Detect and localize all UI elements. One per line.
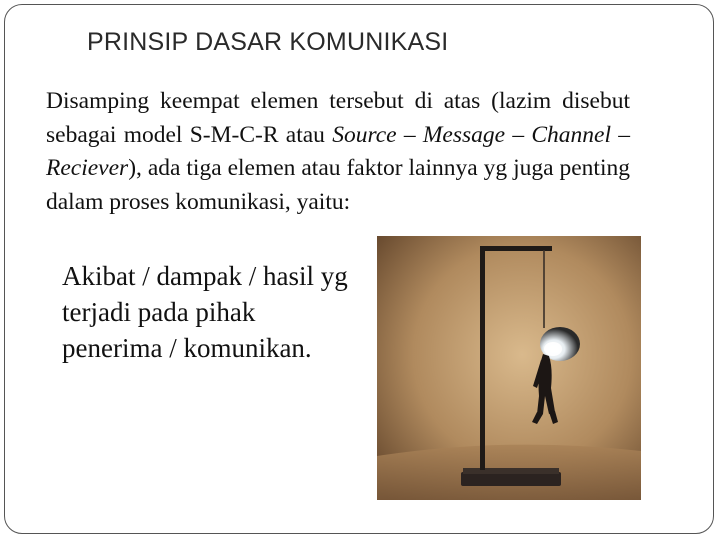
- gallows-beam: [480, 246, 552, 251]
- slide-title: PRINSIP DASAR KOMUNIKASI: [87, 28, 449, 56]
- gallows-base: [461, 472, 561, 486]
- hanging-lightbulb-photo: [377, 236, 641, 500]
- bulb-glow: [544, 342, 562, 356]
- gallows-post: [480, 248, 485, 470]
- photo-illustration: [377, 236, 641, 500]
- bullet-text: Akibat / dampak / hasil yg terjadi pada pihak penerima / komunikan.: [62, 261, 348, 363]
- gallows-base-top: [463, 468, 559, 474]
- paragraph-text-1: Disamping keempat elemen tersebut di atas (lazim disebut sebagai model S-M-C-R atau: [46, 88, 630, 148]
- body-paragraph: [46, 85, 630, 219]
- paragraph-italic-model: Source – Message – Channel – Reciever: [46, 121, 630, 181]
- paragraph-text-2: ), ada tiga elemen atau faktor lainnya yg juga penting dalam proses komunikasi, yaitu:: [46, 155, 630, 215]
